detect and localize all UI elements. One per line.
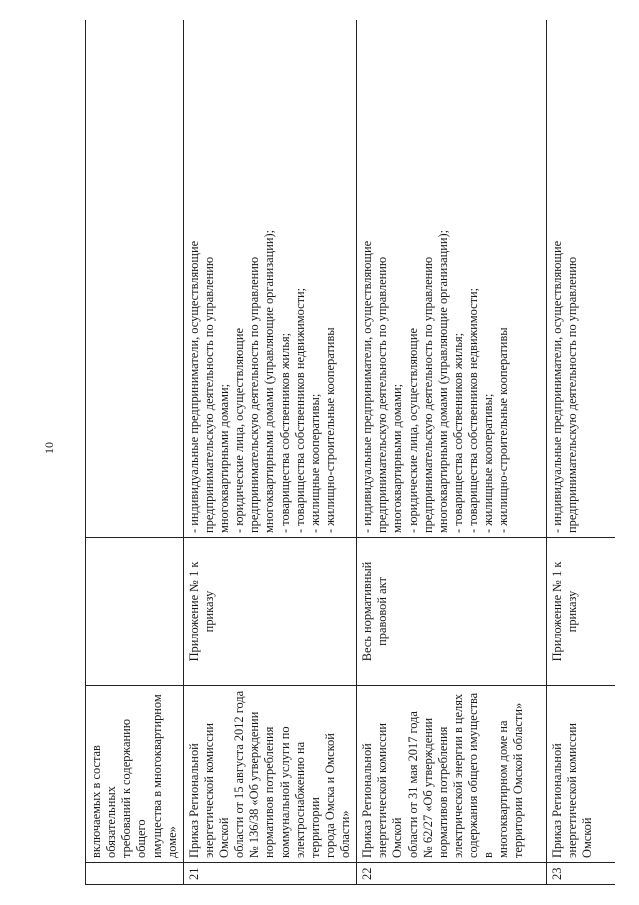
act-name-line: энергетической комиссии Омской	[565, 722, 595, 858]
subject-line: многоквартирными домами (управляющие организации);	[262, 229, 277, 533]
act-part-cell	[86, 538, 184, 686]
row-number-cell: 23	[547, 863, 615, 885]
subject-line: - товарищества собственников жилья;	[277, 332, 292, 533]
table-row	[547, 20, 615, 885]
subject-line: - индивидуальные предприниматели, осуществляющие	[360, 240, 375, 533]
act-name-line: Приказ Региональной	[186, 743, 201, 858]
subject-line: - индивидуальные предприниматели, осуществляющие	[186, 240, 201, 533]
subjects-cell	[547, 20, 615, 538]
table-row	[357, 20, 547, 885]
subject-line: предпринимательскую деятельность по управлению	[420, 256, 435, 533]
table-row	[183, 20, 356, 885]
act-name-line: коммунальной услуги по	[277, 726, 292, 858]
subject-line: предпринимательскую деятельность по управлению	[565, 256, 580, 533]
act-name-cell	[86, 686, 184, 863]
act-name-line: Приказ Региональной	[550, 743, 565, 858]
page-number: 10	[41, 442, 56, 454]
row-number-cell: 21	[183, 863, 356, 885]
act-name-line: нормативов потребления	[435, 726, 450, 858]
act-name-line: № 62/27 «Об утверждении	[420, 717, 435, 858]
act-part-cell: Весь нормативный правовой акт	[357, 538, 547, 686]
act-name-line: энергетической комиссии Омской	[375, 722, 405, 858]
subject-line: предпринимательскую деятельность по управлению	[375, 256, 390, 533]
subjects-cell	[357, 20, 547, 538]
subject-line: - жилищные кооперативы;	[307, 393, 322, 533]
table-row	[86, 20, 184, 885]
act-name-line: электрической энергии в целях	[450, 693, 465, 858]
subject-line: - юридические лица, осуществляющие	[232, 328, 247, 533]
act-name-cell	[183, 686, 356, 863]
act-name-line: содержания общего имущества в	[466, 692, 496, 858]
subject-line: - жилищные кооперативы;	[481, 393, 496, 533]
normative-acts-table	[85, 20, 615, 885]
act-name-cell	[357, 686, 547, 863]
subject-line: предпринимательскую деятельность по управлению	[247, 256, 262, 533]
rotated-table-container	[85, 20, 615, 885]
subjects-cell	[183, 20, 356, 538]
act-part-cell: Приложение № 1 к приказу	[183, 538, 356, 686]
subject-line: - товарищества собственников недвижимости;	[466, 287, 480, 533]
row-number-cell	[86, 863, 184, 885]
act-name-line: электроснабжению на территории	[292, 741, 322, 858]
act-name-line: города Омска и Омской области»	[322, 733, 352, 858]
act-part-cell: Приложение № 1 к приказу	[547, 538, 615, 686]
act-name-line: области от 15 августа 2012 года	[232, 690, 247, 858]
act-name-line: требований к содержанию общего	[119, 719, 149, 858]
subject-line: - товарищества собственников жилья;	[450, 332, 465, 533]
row-number-cell: 22	[357, 863, 547, 885]
subjects-cell	[86, 20, 184, 538]
act-name-cell	[547, 686, 615, 863]
subject-line: - индивидуальные предприниматели, осуществляющие	[550, 240, 565, 533]
subject-line: - юридические лица, осуществляющие	[405, 328, 420, 533]
act-name-line: доме»	[164, 826, 179, 858]
subject-line: - жилищно-строительные кооперативы	[496, 327, 511, 533]
subject-line: - жилищно-строительные кооперативы	[322, 327, 337, 533]
subject-line: - товарищества собственников недвижимости;	[292, 287, 307, 533]
act-name-line: имущества в многоквартирном	[149, 694, 164, 858]
subject-line: многоквартирными домами;	[217, 383, 231, 533]
act-name-line: области от 31 мая 2017 года	[405, 711, 420, 858]
act-name-line: многоквартирном доме на	[496, 720, 511, 858]
act-name-line: энергетической комиссии Омской	[201, 722, 231, 858]
document-table-wrapper	[85, 20, 615, 885]
subject-line: предпринимательскую деятельность по управлению	[201, 256, 216, 533]
act-name-line: № 136/38 «Об утверждении	[247, 711, 262, 858]
subject-line: многоквартирными домами (управляющие организации);	[435, 229, 450, 533]
act-name-line: нормативов потребления	[262, 726, 277, 858]
subject-line: многоквартирными домами;	[390, 383, 405, 533]
act-name-line: Приказ Региональной	[360, 743, 375, 858]
act-name-line: включаемых в состав обязательных	[89, 745, 119, 858]
act-name-line: территории Омской области»	[511, 702, 526, 858]
